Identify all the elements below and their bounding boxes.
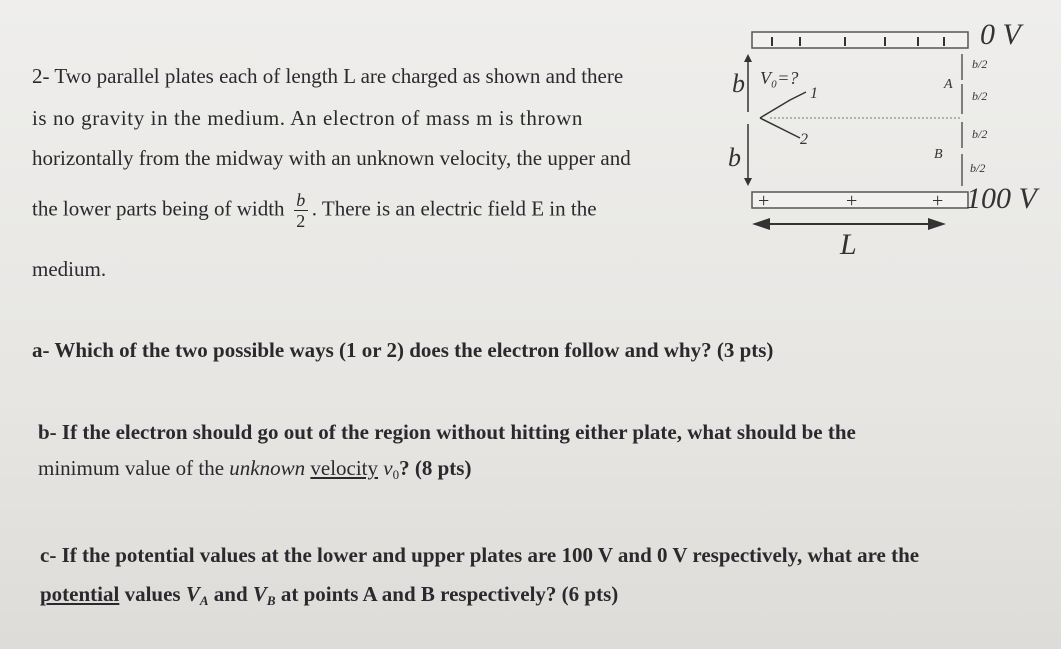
top-plate: [752, 32, 968, 48]
point-a-label: A: [944, 77, 953, 92]
path-1-label: 1: [810, 85, 818, 102]
bottom-voltage-label: 100 V: [966, 182, 1037, 215]
bottom-plus-1: +: [758, 190, 770, 212]
fraction-b-over-2: $\frac{b}{2}$: [294, 190, 308, 231]
path-2-label: 2: [800, 131, 808, 148]
left-width-b-top: b: [732, 69, 745, 98]
left-width-b-bottom: b: [728, 143, 741, 172]
problem-line-1: 2- Two parallel plates each of length L are charged as shown and there: [32, 64, 624, 88]
bottom-plus-3: +: [932, 190, 944, 212]
half-width-label-3: b/2: [972, 127, 988, 141]
question-c-line-2: potential values $V_A$ and $V_B$ at points A and B respectively? (6 pts): [40, 582, 619, 608]
half-width-label-2: b/2: [972, 89, 988, 103]
problem-line-3: horizontally from the midway with an unknown velocity, the upper and: [32, 146, 631, 170]
half-width-label-4: b/2: [970, 161, 986, 175]
half-width-label-1: b/2: [972, 57, 988, 71]
length-label: L: [840, 228, 857, 261]
problem-line-5: medium.: [32, 257, 107, 281]
v0-label: V₀=?: [760, 68, 799, 88]
top-voltage-label: 0 V: [980, 18, 1021, 51]
path-1-line: [760, 92, 806, 118]
problem-line-4: the lower parts being of width $\frac{b}{2}$ . There is an electric field E in the: [32, 190, 597, 231]
question-a: a- Which of the two possible ways (1 or 2) does the electron follow and why? (3 pts): [32, 338, 774, 362]
problem-line-2: is no gravity in the medium. An electron of mass m is thrown: [32, 106, 584, 130]
point-b-label: B: [934, 147, 943, 162]
bottom-plus-2: +: [846, 190, 858, 212]
question-c-line-1: c- If the potential values at the lower and upper plates are 100 V and 0 V respectively, what are the: [40, 543, 920, 567]
path-2-line: [760, 118, 800, 138]
question-b-line-2: minimum value of the unknown velocity $v_0$? (8 pts): [38, 456, 472, 482]
question-b-line-1: b- If the electron should go out of the region without hitting either plate, what should be the: [38, 420, 856, 444]
